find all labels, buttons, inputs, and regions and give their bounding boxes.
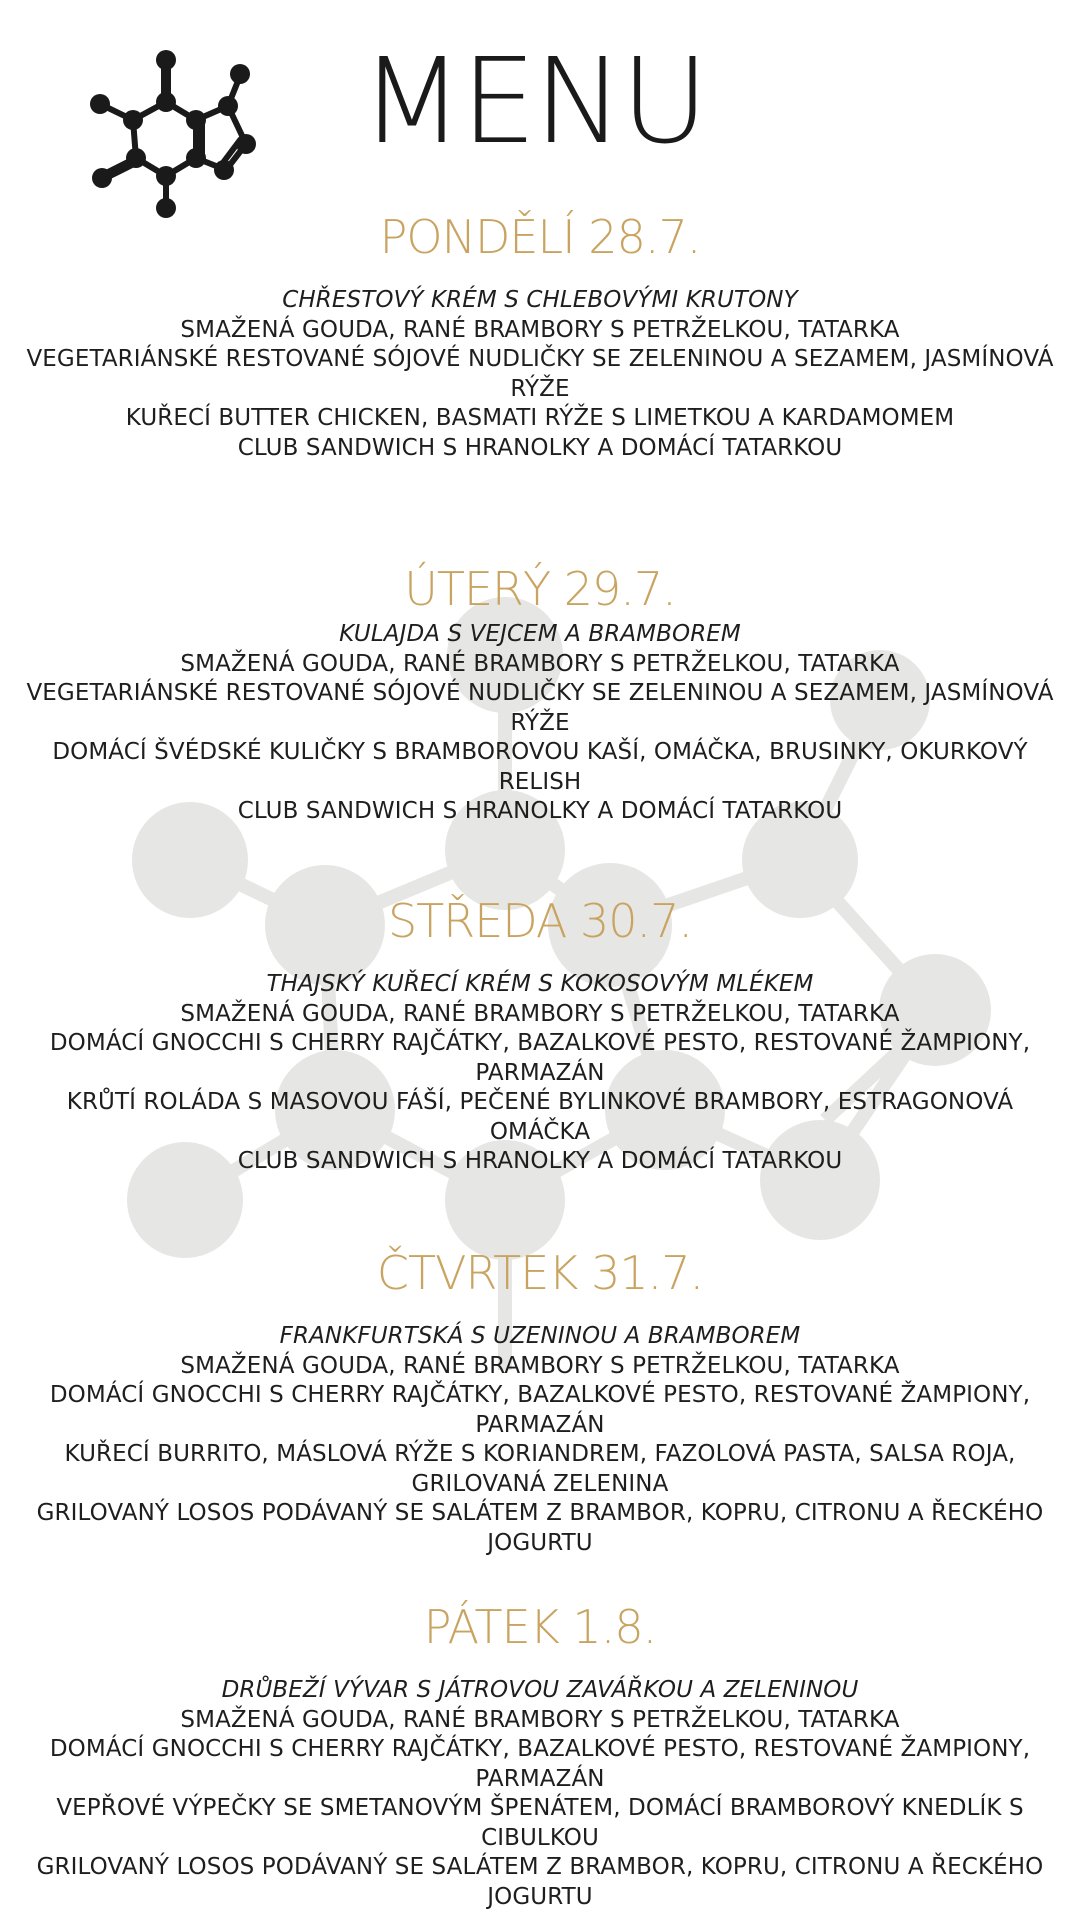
menu-item: KRŮTÍ ROLÁDA S MASOVOU FÁŠÍ, PEČENÉ BYLINKOVÉ BRAMBORY, ESTRAGONOVÁ OMÁČKA (66, 1089, 1014, 1145)
menu-item: SMAŽENÁ GOUDA, RANÉ BRAMBORY S PETRŽELKOU, TATARKA (180, 1000, 900, 1027)
menu-item: GRILOVANÝ LOSOS PODÁVANÝ SE SALÁTEM Z BRAMBOR, KOPRU, CITRONU A ŘECKÉHO JOGURTU (36, 1500, 1044, 1556)
menu-item: CLUB SANDWICH S HRANOLKY A DOMÁCÍ TATARKOU (237, 434, 843, 461)
menu-item: SMAŽENÁ GOUDA, RANÉ BRAMBORY S PETRŽELKOU, TATARKA (180, 316, 900, 343)
caffeine-molecule-icon (88, 48, 268, 218)
menu-item: DOMÁCÍ ŠVÉDSKÉ KULIČKY S BRAMBOROVOU KAŠÍ, OMÁČKA, BRUSINKY, OKURKOVÝ RELISH (52, 739, 1028, 795)
menu-item: SMAŽENÁ GOUDA, RANÉ BRAMBORY S PETRŽELKOU, TATARKA (180, 650, 900, 677)
menu-item: GRILOVANÝ LOSOS PODÁVANÝ SE SALÁTEM Z BRAMBOR, KOPRU, CITRONU A ŘECKÉHO JOGURTU (36, 1854, 1044, 1910)
soup-item: CHŘESTOVÝ KRÉM S CHLEBOVÝMI KRUTONY (282, 287, 798, 313)
menu-item: DOMÁCÍ GNOCCHI S CHERRY RAJČÁTKY, BAZALKOVÉ PESTO, RESTOVANÉ ŽAMPIONY, PARMAZÁN (49, 1030, 1031, 1086)
menu-item: DOMÁCÍ GNOCCHI S CHERRY RAJČÁTKY, BAZALKOVÉ PESTO, RESTOVANÉ ŽAMPIONY, PARMAZÁN (49, 1736, 1031, 1792)
menu-item: VEGETARIÁNSKÉ RESTOVANÉ SÓJOVÉ NUDLIČKY SE ZELENINOU A SEZAMEM, JASMÍNOVÁ RÝŽE (26, 680, 1054, 736)
menu-item: KUŘECÍ BUTTER CHICKEN, BASMATI RÝŽE S LIMETKOU A KARDAMOMEM (125, 405, 955, 431)
soup-item: THAJSKÝ KUŘECÍ KRÉM S KOKOSOVÝM MLÉKEM (266, 971, 814, 997)
menu-item: VEPŘOVÉ VÝPEČKY SE SMETANOVÝM ŠPENÁTEM, DOMÁCÍ BRAMBOROVÝ KNEDLÍK S CIBULKOU (56, 1795, 1024, 1851)
day-heading-tuesday: ÚTERÝ 29.7. (404, 562, 676, 616)
day-tuesday (0, 562, 1080, 827)
menu-item: CLUB SANDWICH S HRANOLKY A DOMÁCÍ TATARKOU (237, 798, 843, 824)
menu-item: SMAŽENÁ GOUDA, RANÉ BRAMBORY S PETRŽELKOU, TATARKA (180, 1352, 900, 1379)
day-heading-friday: PÁTEK 1.8. (423, 1600, 657, 1654)
day-heading-monday: PONDĚLÍ 28.7. (379, 210, 701, 264)
menu-title: MENU (360, 32, 706, 170)
soup-item: FRANKFURTSKÁ S UZENINOU A BRAMBOREM (279, 1323, 801, 1349)
day-heading-wednesday: STŘEDA 30.7. (387, 894, 693, 948)
soup-item: KULAJDA S VEJCEM A BRAMBOREM (339, 621, 741, 647)
menu-item: DOMÁCÍ GNOCCHI S CHERRY RAJČÁTKY, BAZALKOVÉ PESTO, RESTOVANÉ ŽAMPIONY, PARMAZÁN (49, 1382, 1031, 1438)
menu-item: VEGETARIÁNSKÉ RESTOVANÉ SÓJOVÉ NUDLIČKY SE ZELENINOU A SEZAMEM, JASMÍNOVÁ RÝŽE (26, 346, 1054, 402)
day-heading-thursday: ČTVRTEK 31.7. (376, 1246, 704, 1300)
day-friday (0, 1600, 1080, 1912)
menu-item: SMAŽENÁ GOUDA, RANÉ BRAMBORY S PETRŽELKOU, TATARKA (180, 1706, 900, 1733)
day-monday (0, 210, 1080, 463)
menu-item: KUŘECÍ BURRITO, MÁSLOVÁ RÝŽE S KORIANDREM, FAZOLOVÁ PASTA, SALSA ROJA, GRILOVANÁ ZELENINA (64, 1441, 1016, 1497)
day-wednesday (0, 894, 1080, 1177)
day-thursday (0, 1246, 1080, 1558)
soup-item: DRŮBEŽÍ VÝVAR S JÁTROVOU ZAVÁŘKOU A ZELENINOU (221, 1677, 859, 1703)
menu-item: CLUB SANDWICH S HRANOLKY A DOMÁCÍ TATARKOU (237, 1148, 843, 1174)
